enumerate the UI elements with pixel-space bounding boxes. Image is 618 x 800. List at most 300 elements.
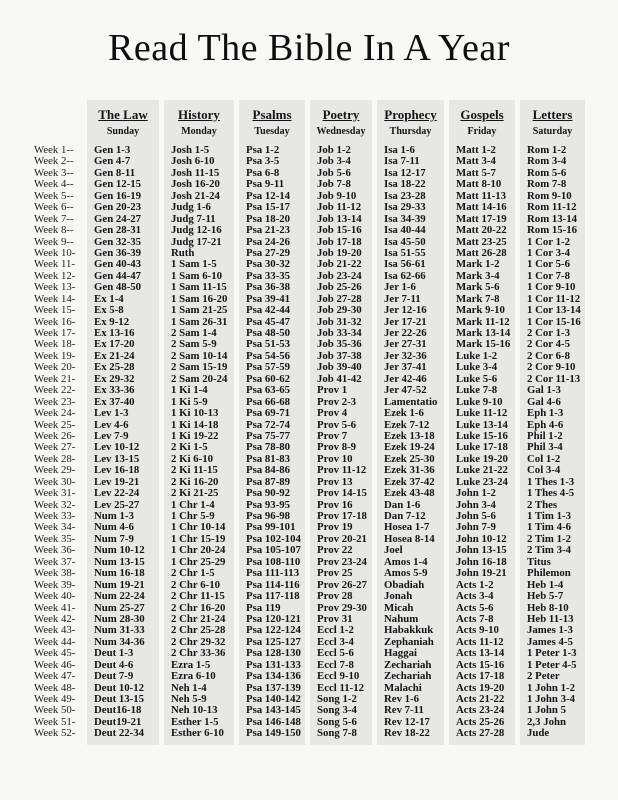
column-title: Gospels (460, 107, 504, 122)
reading-cell: Prov 23-24 (310, 557, 372, 568)
reading-cell: Psa 6-8 (239, 168, 305, 179)
reading-cell: 1 Sam 6-10 (164, 271, 234, 282)
reading-cell: Luke 21-22 (449, 465, 515, 476)
reading-cell: Jer 27-31 (377, 339, 444, 350)
reading-cell: Isa 18-22 (377, 179, 444, 190)
reading-cell: Rom 1-2 (520, 145, 585, 156)
reading-cell: Psa 149-150 (239, 728, 305, 739)
reading-cell: 2 Chr 11-15 (164, 591, 234, 602)
reading-cell: Psa 111-113 (239, 568, 305, 579)
week-label: Week 47- (34, 670, 76, 683)
reading-cell: 1 Ki 14-18 (164, 420, 234, 431)
reading-cell: 1 Thes 1-3 (520, 477, 585, 488)
reading-cell: Deut 13-15 (87, 694, 159, 705)
week-label: Week 19- (34, 349, 76, 362)
reading-cell: Mark 13-14 (449, 328, 515, 339)
reading-cell: Jer 12-16 (377, 305, 444, 316)
reading-cell: Psa 96-98 (239, 511, 305, 522)
reading-cell: Dan 1-6 (377, 500, 444, 511)
reading-cell: Prov 7 (310, 431, 372, 442)
reading-cell: Zechariah (377, 671, 444, 682)
week-label: Week 18- (34, 338, 76, 351)
reading-cell: Gen 4-7 (87, 156, 159, 167)
reading-cell: Mark 1-2 (449, 259, 515, 270)
reading-cell: 1 Cor 3-4 (520, 248, 585, 259)
reading-cell: Psa 134-136 (239, 671, 305, 682)
column-day: Wednesday (316, 126, 366, 137)
reading-cell: Matt 20-22 (449, 225, 515, 236)
reading-cell: Eccl 3-4 (310, 637, 372, 648)
reading-cell: Heb 11-13 (520, 614, 585, 625)
column-header-prophecy (377, 100, 444, 145)
reading-cell: Neh 5-9 (164, 694, 234, 705)
reading-cell: Phil 3-4 (520, 442, 585, 453)
reading-cell: Psa 3-5 (239, 156, 305, 167)
reading-cell: Num 10-12 (87, 545, 159, 556)
reading-cell: Ezek 37-42 (377, 477, 444, 488)
reading-cell: 1 Chr 10-14 (164, 522, 234, 533)
reading-cell: 1 Cor 11-12 (520, 294, 585, 305)
reading-cell: Titus (520, 557, 585, 568)
reading-cell: Isa 29-33 (377, 202, 444, 213)
reading-cell: 1 Chr 5-9 (164, 511, 234, 522)
reading-cell: 2 Cor 9-10 (520, 362, 585, 373)
column-header-gospels (449, 100, 515, 145)
reading-cell: Matt 8-10 (449, 179, 515, 190)
reading-cell: 1 Chr 1-4 (164, 500, 234, 511)
reading-cell: Jer 42-46 (377, 374, 444, 385)
reading-cell: Heb 8-10 (520, 603, 585, 614)
table-row (30, 282, 585, 293)
reading-cell: Lev 16-18 (87, 465, 159, 476)
reading-cell: Gen 16-19 (87, 191, 159, 202)
reading-cell: Matt 11-13 (449, 191, 515, 202)
reading-cell: Rev 18-22 (377, 728, 444, 739)
reading-cell: Psa 137-139 (239, 683, 305, 694)
reading-cell: Eph 1-3 (520, 408, 585, 419)
reading-cell: Job 19-20 (310, 248, 372, 259)
reading-cell: 1 Cor 15-16 (520, 317, 585, 328)
reading-cell: Eccl 9-10 (310, 671, 372, 682)
reading-cell: 2 Thes (520, 500, 585, 511)
reading-cell: Acts 15-16 (449, 660, 515, 671)
reading-cell: Joel (377, 545, 444, 556)
reading-cell: Prov 22 (310, 545, 372, 556)
reading-cell: Job 37-38 (310, 351, 372, 362)
table-row (30, 591, 585, 602)
reading-cell: 1 Sam 1-5 (164, 259, 234, 270)
reading-cell: Ex 17-20 (87, 339, 159, 350)
reading-cell: Psa 48-50 (239, 328, 305, 339)
reading-cell: Gen 36-39 (87, 248, 159, 259)
column-day: Monday (181, 126, 217, 137)
reading-cell: 2 Ki 21-25 (164, 488, 234, 499)
reading-cell: Psa 57-59 (239, 362, 305, 373)
reading-cell: Job 27-28 (310, 294, 372, 305)
reading-cell: Matt 3-4 (449, 156, 515, 167)
reading-cell: Luke 5-6 (449, 374, 515, 385)
reading-cell: Job 5-6 (310, 168, 372, 179)
reading-cell: Num 7-9 (87, 534, 159, 545)
reading-cell: 2 Sam 15-19 (164, 362, 234, 373)
reading-cell: 2 Ki 6-10 (164, 454, 234, 465)
reading-cell: Isa 51-55 (377, 248, 444, 259)
reading-cell: John 5-6 (449, 511, 515, 522)
reading-cell: Ezek 31-36 (377, 465, 444, 476)
table-row (30, 648, 585, 659)
reading-cell: Ex 9-12 (87, 317, 159, 328)
reading-cell: 1 Peter 1-3 (520, 648, 585, 659)
reading-cell: Ex 25-28 (87, 362, 159, 373)
reading-cell: Judg 1-6 (164, 202, 234, 213)
week-label: Week 16- (34, 315, 76, 328)
reading-cell: Luke 23-24 (449, 477, 515, 488)
week-label: Week 1-- (34, 144, 74, 156)
week-label: Week 50- (34, 704, 76, 717)
column-day: Sunday (106, 126, 140, 137)
reading-cell: Psa 125-127 (239, 637, 305, 648)
reading-cell: 1 Tim 4-6 (520, 522, 585, 533)
page-title: Read The Bible In A Year (108, 27, 510, 69)
reading-cell: Psa 66-68 (239, 397, 305, 408)
reading-cell: Esther 1-5 (164, 717, 234, 728)
reading-cell: Zechariah (377, 660, 444, 671)
week-label: Week 25- (34, 418, 76, 431)
reading-cell: Acts 11-12 (449, 637, 515, 648)
reading-cell: Job 35-36 (310, 339, 372, 350)
reading-cell: Josh 6-10 (164, 156, 234, 167)
reading-cell: 1 John 1-2 (520, 683, 585, 694)
reading-cell: Psa 131-133 (239, 660, 305, 671)
reading-cell: Num 25-27 (87, 603, 159, 614)
reading-cell: Prov 1 (310, 385, 372, 396)
reading-cell: 2 Cor 6-8 (520, 351, 585, 362)
reading-cell: 2 Sam 10-14 (164, 351, 234, 362)
reading-cell: John 1-2 (449, 488, 515, 499)
week-label: Week 49- (34, 693, 76, 705)
reading-cell: Nahum (377, 614, 444, 625)
week-label: Week 30- (34, 475, 76, 488)
reading-cell: Gen 48-50 (87, 282, 159, 293)
reading-cell: 2 Chr 25-28 (164, 625, 234, 636)
filler-cell (520, 740, 585, 745)
reading-cell: Psa 1-2 (239, 145, 305, 156)
reading-cell: Song 5-6 (310, 717, 372, 728)
reading-cell: Phil 1-2 (520, 431, 585, 442)
reading-cell: 1 Chr 15-19 (164, 534, 234, 545)
reading-cell: Job 11-12 (310, 202, 372, 213)
reading-cell: Psa 33-35 (239, 271, 305, 282)
reading-cell: Prov 2-3 (310, 397, 372, 408)
reading-cell: Gen 8-11 (87, 168, 159, 179)
reading-cell: Amos 5-9 (377, 568, 444, 579)
reading-cell: Gen 1-3 (87, 145, 159, 156)
week-label: Week 40- (34, 590, 76, 603)
reading-cell: 2 Chr 33-36 (164, 648, 234, 659)
reading-cell: Ezek 19-24 (377, 442, 444, 453)
week-label: Week 14- (34, 292, 76, 305)
reading-cell: Gen 44-47 (87, 271, 159, 282)
reading-cell: Psa 143-145 (239, 705, 305, 716)
reading-cell: 1 Sam 16-20 (164, 294, 234, 305)
column-title: Poetry (322, 107, 360, 122)
reading-cell: Gen 24-27 (87, 214, 159, 225)
reading-cell: Ezra 1-5 (164, 660, 234, 671)
reading-cell: Neh 1-4 (164, 683, 234, 694)
reading-cell: Job 7-8 (310, 179, 372, 190)
reading-cell: Psa 24-26 (239, 237, 305, 248)
reading-cell: 1 Ki 1-4 (164, 385, 234, 396)
reading-cell: 1 Cor 9-10 (520, 282, 585, 293)
reading-cell: Job 33-34 (310, 328, 372, 339)
reading-cell: Ruth (164, 248, 234, 259)
week-label: Week 43- (34, 624, 76, 637)
reading-cell: 2 Sam 1-4 (164, 328, 234, 339)
reading-cell: 2,3 John (520, 717, 585, 728)
reading-cell: Ezek 7-12 (377, 420, 444, 431)
reading-cell: Psa 146-148 (239, 717, 305, 728)
reading-cell: 2 Cor 4-5 (520, 339, 585, 350)
reading-cell: Eccl 5-6 (310, 648, 372, 659)
reading-cell: Ex 13-16 (87, 328, 159, 339)
reading-cell: 2 Chr 21-24 (164, 614, 234, 625)
reading-cell: Psa 45-47 (239, 317, 305, 328)
reading-cell: Psa 102-104 (239, 534, 305, 545)
week-label: Week 51- (34, 715, 76, 728)
week-label: Week 41- (34, 601, 76, 614)
column-header-history (164, 100, 234, 145)
reading-cell: 1 Sam 21-25 (164, 305, 234, 316)
reading-cell: Mark 7-8 (449, 294, 515, 305)
reading-cell: Acts 21-22 (449, 694, 515, 705)
week-label: Week 48- (34, 681, 76, 694)
reading-cell: Lev 10-12 (87, 442, 159, 453)
week-label: Week 45- (34, 647, 76, 660)
reading-cell: Deut 1-3 (87, 648, 159, 659)
reading-cell: Dan 7-12 (377, 511, 444, 522)
reading-cell: Col 1-2 (520, 454, 585, 465)
reading-cell: Song 1-2 (310, 694, 372, 705)
reading-cell: Hosea 8-14 (377, 534, 444, 545)
reading-cell: Malachi (377, 683, 444, 694)
reading-cell: Song 7-8 (310, 728, 372, 739)
reading-cell: Jer 22-26 (377, 328, 444, 339)
week-label: Week 13- (34, 281, 76, 294)
filler-cell (449, 740, 515, 745)
reading-cell: Rom 11-12 (520, 202, 585, 213)
table-row (30, 385, 585, 396)
reading-cell: Philemon (520, 568, 585, 579)
week-label: Week 5-- (34, 189, 74, 202)
reading-cell: Ezek 13-18 (377, 431, 444, 442)
reading-cell: Psa 108-110 (239, 557, 305, 568)
reading-cell: Acts 5-6 (449, 603, 515, 614)
filler-cell (310, 740, 372, 745)
reading-cell: Ezek 1-6 (377, 408, 444, 419)
reading-cell: Ex 37-40 (87, 397, 159, 408)
week-label: Week 36- (34, 544, 76, 557)
reading-cell: Lev 1-3 (87, 408, 159, 419)
reading-cell: Isa 23-28 (377, 191, 444, 202)
column-header-the-law (87, 100, 159, 145)
reading-cell: 1 Tim 1-3 (520, 511, 585, 522)
reading-cell: Ex 1-4 (87, 294, 159, 305)
week-label: Week 26- (34, 429, 76, 442)
reading-cell: Luke 9-10 (449, 397, 515, 408)
reading-cell: Prov 4 (310, 408, 372, 419)
reading-cell: Psa 18-20 (239, 214, 305, 225)
reading-cell: Lamentatio (377, 397, 444, 408)
reading-cell: Prov 11-12 (310, 465, 372, 476)
reading-cell: Prov 28 (310, 591, 372, 602)
reading-cell: Acts 13-14 (449, 648, 515, 659)
reading-cell: Isa 45-50 (377, 237, 444, 248)
reading-cell: Luke 11-12 (449, 408, 515, 419)
reading-cell: 1 Thes 4-5 (520, 488, 585, 499)
reading-cell: Num 34-36 (87, 637, 159, 648)
week-label: Week 20- (34, 361, 76, 374)
reading-cell: Jer 37-41 (377, 362, 444, 373)
reading-cell: 2 Tim 1-2 (520, 534, 585, 545)
reading-cell: Prov 5-6 (310, 420, 372, 431)
week-label: Week 2-- (34, 155, 74, 168)
week-label: Week 17- (34, 327, 76, 339)
reading-cell: Num 13-15 (87, 557, 159, 568)
reading-cell: Deut16-18 (87, 705, 159, 716)
reading-cell: 2 Chr 6-10 (164, 580, 234, 591)
reading-cell: Prov 17-18 (310, 511, 372, 522)
reading-cell: Psa 39-41 (239, 294, 305, 305)
reading-cell: Job 41-42 (310, 374, 372, 385)
week-label: Week 34- (34, 521, 76, 534)
reading-cell: 1 Cor 7-8 (520, 271, 585, 282)
reading-cell: Prov 14-15 (310, 488, 372, 499)
reading-cell: Eccl 1-2 (310, 625, 372, 636)
reading-cell: Psa 117-118 (239, 591, 305, 602)
reading-cell: John 7-9 (449, 522, 515, 533)
reading-cell: Gal 1-3 (520, 385, 585, 396)
reading-cell: Num 16-18 (87, 568, 159, 579)
reading-cell: Jer 32-36 (377, 351, 444, 362)
reading-cell: Jer 7-11 (377, 294, 444, 305)
reading-cell: John 16-18 (449, 557, 515, 568)
week-label: Week 24- (34, 407, 76, 420)
reading-cell: Psa 36-38 (239, 282, 305, 293)
reading-cell: Psa 114-116 (239, 580, 305, 591)
table-row (30, 465, 585, 476)
reading-cell: 1 Cor 1-2 (520, 237, 585, 248)
reading-cell: Deut 7-9 (87, 671, 159, 682)
reading-cell: Heb 5-7 (520, 591, 585, 602)
week-label: Week 21- (34, 372, 76, 385)
reading-cell: Psa 69-71 (239, 408, 305, 419)
reading-cell: Gen 40-43 (87, 259, 159, 270)
reading-cell: Neh 10-13 (164, 705, 234, 716)
reading-cell: Lev 22-24 (87, 488, 159, 499)
reading-cell: Gen 20-23 (87, 202, 159, 213)
reading-cell: Lev 7-9 (87, 431, 159, 442)
reading-cell: Isa 34-39 (377, 214, 444, 225)
reading-cell: Matt 17-19 (449, 214, 515, 225)
reading-cell: Jer 1-6 (377, 282, 444, 293)
reading-cell: Ex 21-24 (87, 351, 159, 362)
reading-cell: Rom 5-6 (520, 168, 585, 179)
reading-cell: 1 Chr 20-24 (164, 545, 234, 556)
reading-cell: Matt 5-7 (449, 168, 515, 179)
reading-cell: Luke 1-2 (449, 351, 515, 362)
reading-cell: Acts 9-10 (449, 625, 515, 636)
reading-cell: Acts 23-24 (449, 705, 515, 716)
reading-cell: Eccl 7-8 (310, 660, 372, 671)
reading-cell: Psa 9-11 (239, 179, 305, 190)
reading-cell: 1 Ki 19-22 (164, 431, 234, 442)
reading-cell: Isa 12-17 (377, 168, 444, 179)
reading-cell: Josh 21-24 (164, 191, 234, 202)
week-label: Week 28- (34, 452, 76, 465)
reading-cell: 1 Sam 26-31 (164, 317, 234, 328)
reading-cell: Matt 26-28 (449, 248, 515, 259)
reading-cell: Psa 119 (239, 603, 305, 614)
reading-cell: Micah (377, 603, 444, 614)
week-label: Week 11- (34, 258, 75, 271)
reading-cell: Num 1-3 (87, 511, 159, 522)
week-label: Week 35- (34, 532, 76, 545)
reading-cell: 2 Peter (520, 671, 585, 682)
column-title: Prophecy (384, 107, 437, 122)
column-title: The Law (98, 107, 148, 122)
reading-cell: 2 Chr 1-5 (164, 568, 234, 579)
week-label: Week 12- (34, 269, 76, 282)
reading-cell: Ezek 25-30 (377, 454, 444, 465)
reading-cell: Prov 25 (310, 568, 372, 579)
week-label: Week 33- (34, 510, 76, 522)
reading-cell: James 1-3 (520, 625, 585, 636)
reading-cell: Judg 17-21 (164, 237, 234, 248)
reading-cell: Luke 15-16 (449, 431, 515, 442)
reading-cell: Rom 9-10 (520, 191, 585, 202)
reading-cell: Col 3-4 (520, 465, 585, 476)
reading-cell: Rev 1-6 (377, 694, 444, 705)
reading-cell: 2 Tim 3-4 (520, 545, 585, 556)
reading-cell: Acts 27-28 (449, 728, 515, 739)
reading-cell: Isa 56-61 (377, 259, 444, 270)
reading-cell: Acts 19-20 (449, 683, 515, 694)
reading-cell: 2 Sam 5-9 (164, 339, 234, 350)
reading-cell: Psa 60-62 (239, 374, 305, 385)
table-body (30, 145, 585, 740)
reading-cell: 1 Sam 11-15 (164, 282, 234, 293)
reading-cell: 1 John 5 (520, 705, 585, 716)
reading-cell: Haggai (377, 648, 444, 659)
reading-cell: Jer 17-21 (377, 317, 444, 328)
week-label: Week 4-- (34, 178, 74, 191)
reading-cell: Matt 1-2 (449, 145, 515, 156)
reading-cell: Luke 13-14 (449, 420, 515, 431)
column-header-psalms (239, 100, 305, 145)
week-label: Week 6-- (34, 201, 74, 214)
week-label: Week 10- (34, 246, 76, 259)
week-label: Week 9-- (34, 235, 74, 248)
reading-cell: Mark 9-10 (449, 305, 515, 316)
reading-cell: Job 17-18 (310, 237, 372, 248)
reading-cell: Psa 81-83 (239, 454, 305, 465)
week-label: Week 27- (34, 441, 76, 454)
reading-cell: Psa 42-44 (239, 305, 305, 316)
reading-cell: Job 29-30 (310, 305, 372, 316)
reading-cell: Ezra 6-10 (164, 671, 234, 682)
reading-cell: Psa 120-121 (239, 614, 305, 625)
reading-cell: Judg 12-16 (164, 225, 234, 236)
